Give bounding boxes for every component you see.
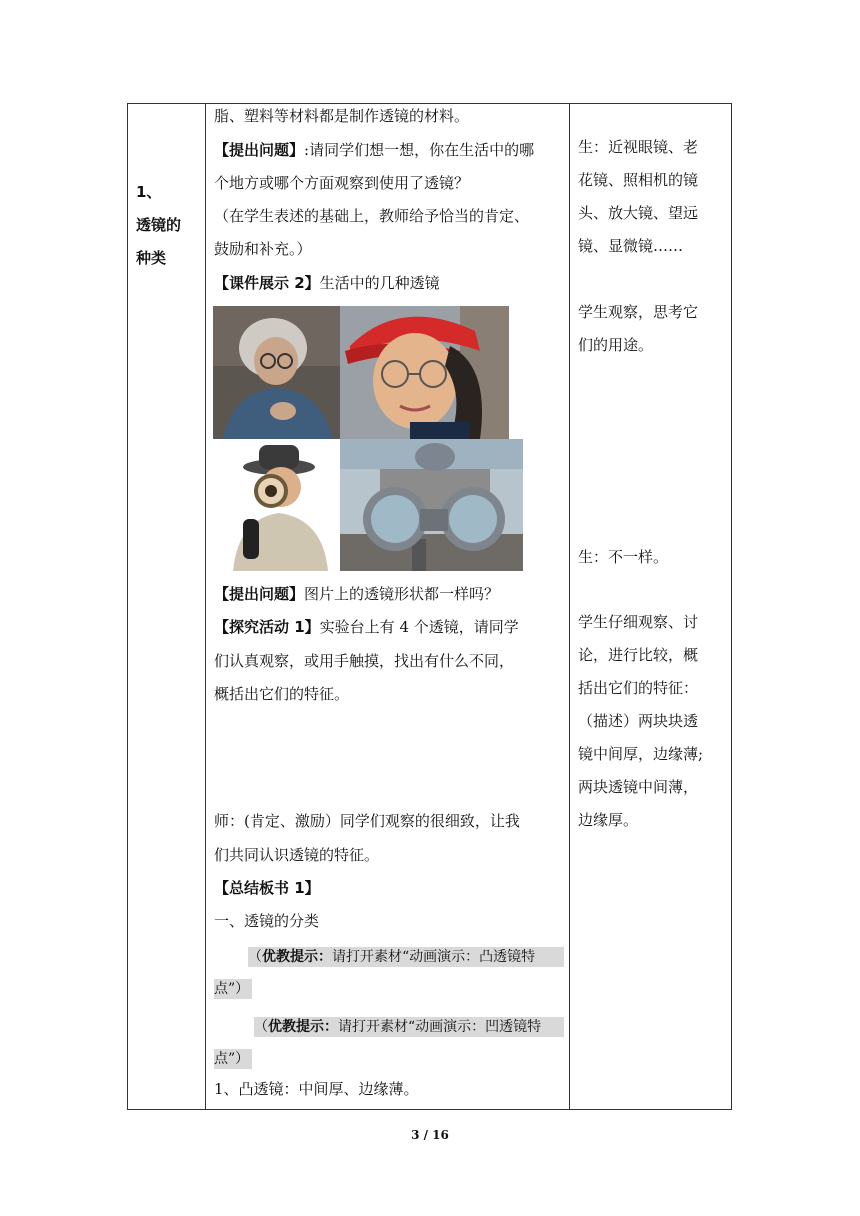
text-line: 师：(肯定、激励）同学们观察的很细致，让我	[214, 812, 520, 830]
text-line: 生：不一样。	[578, 548, 669, 566]
hint-paren: （	[254, 1019, 268, 1035]
hint-tag: 优教提示：	[262, 949, 332, 965]
classification-heading: 一、透镜的分类	[214, 912, 320, 930]
binoculars-photo	[340, 439, 523, 571]
activity-paragraph	[214, 617, 519, 637]
text-line: 花镜、照相机的镜	[578, 171, 699, 189]
question-text: 图片上的透镜形状都一样吗？	[304, 585, 500, 603]
text-line: （在学生表述的基础上，教师给予恰当的肯定、	[214, 207, 530, 225]
text-line: 两块透镜中间薄，	[578, 778, 699, 796]
section-number: 1、	[136, 183, 162, 201]
text-line: 个地方或哪个方面观察到使用了透镜？	[214, 174, 470, 192]
hint-text: 请打开素材“动画演示：凹透镜特	[338, 1019, 542, 1035]
text-line: 括出它们的特征：	[578, 679, 699, 697]
convex-lens-definition: 1、凸透镜：中间厚、边缘薄。	[214, 1080, 419, 1098]
summary-tag: 【总结板书 1】	[214, 879, 320, 897]
text-line: 论，进行比较，概	[578, 646, 699, 664]
question-text: :请同学们想一想，你在生活中的哪	[304, 141, 535, 159]
question-tag: 【提出问题】	[214, 585, 305, 603]
text-line: 们共同认识透镜的特征。	[214, 846, 380, 864]
hint-text: 请打开素材“动画演示：凸透镜特	[332, 949, 536, 965]
column-divider	[205, 104, 206, 1109]
courseware-paragraph	[214, 273, 440, 293]
question-tag: 【提出问题】	[214, 141, 305, 159]
text-line: 概括出它们的特征。	[214, 685, 350, 703]
section-title-line: 透镜的	[136, 216, 182, 234]
hint-continuation: 点”）	[214, 979, 252, 999]
text-line: 边缘厚。	[578, 811, 639, 829]
girl-with-glasses-photo	[340, 306, 509, 439]
hint-continuation: 点”）	[214, 1049, 252, 1069]
text-line: 脂、塑料等材料都是制作透镜的材料。	[214, 107, 470, 125]
hint-tag: 优教提示：	[268, 1019, 338, 1035]
text-line: 鼓励和补充。）	[214, 240, 312, 258]
activity-text: 实验台上有 4 个透镜，请同学	[319, 618, 519, 636]
teaching-hint	[254, 1017, 564, 1037]
text-line: （描述）两块块透	[578, 712, 699, 730]
courseware-tag: 【课件展示 2】	[214, 274, 320, 292]
lesson-table	[127, 103, 732, 1110]
elderly-woman-glasses-photo	[213, 306, 340, 439]
question-paragraph	[214, 140, 534, 160]
column-divider	[569, 104, 570, 1109]
text-line: 生：近视眼镜、老	[578, 138, 699, 156]
text-line: 头、放大镜、望远	[578, 204, 699, 222]
hint-paren: （	[248, 949, 262, 965]
lens-photo-collage	[213, 306, 523, 571]
text-line: 们的用途。	[578, 336, 654, 354]
section-title-line: 种类	[136, 249, 167, 267]
text-line: 学生仔细观察、讨	[578, 613, 699, 631]
text-line: 学生观察，思考它	[578, 303, 699, 321]
courseware-text: 生活中的几种透镜	[319, 274, 440, 292]
teaching-hint	[248, 947, 564, 967]
text-line: 镜、显微镜……	[578, 237, 684, 255]
question-paragraph	[214, 584, 499, 604]
page-number: 3 / 16	[411, 1128, 449, 1142]
text-line: 们认真观察，或用手触摸，找出有什么不同，	[214, 652, 515, 670]
text-line: 镜中间厚，边缘薄;	[578, 745, 704, 763]
activity-tag: 【探究活动 1】	[214, 618, 320, 636]
detective-magnifier-photo	[213, 439, 340, 571]
